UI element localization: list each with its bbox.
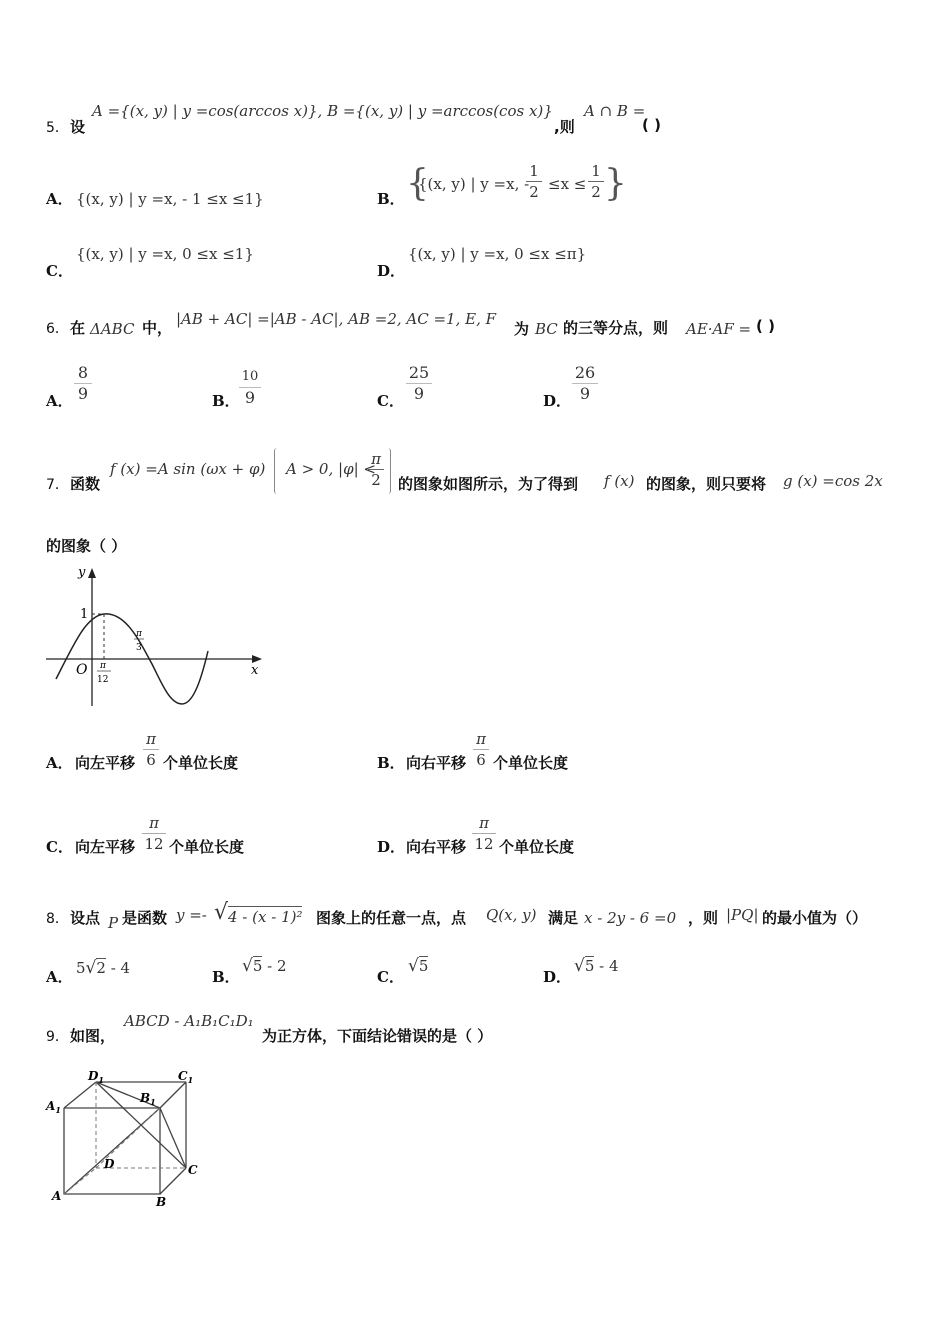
q6-option-b-frac: 10 9 (239, 368, 261, 407)
q6-formula: |AB + AC| =|AB - AC|, AB =2, AC =1, E, F (176, 310, 497, 328)
q9-cube-figure (44, 1064, 216, 1208)
q7-option-b-label: B． (377, 754, 405, 772)
q7-text2: 的图象，则只要将 (646, 475, 767, 493)
q7-origin-label: O (76, 662, 88, 678)
q5-ask: A ∩ B = (584, 102, 646, 120)
q7-option-b-pre: 向右平移 (406, 754, 467, 772)
q9-label-a1: $A_1$ (46, 1099, 61, 1115)
q5-then: ,则 (554, 118, 575, 136)
q5-option-b-mid: ≤x ≤ (548, 175, 587, 193)
q8-option-d-value: √5 - 4 (574, 956, 619, 976)
q9-edge-bc (160, 1168, 186, 1194)
q5-formula: A ={(x, y) | y =cos(arccos x)}, B ={(x, y) | y =arccos(cos x)} (92, 102, 553, 120)
q6-option-c-frac: 25 9 (406, 364, 432, 403)
q7-tick1-den: 12 (97, 675, 109, 685)
q8-option-a-value: 5√2 - 4 (76, 958, 131, 978)
q9-label-a: A (52, 1189, 62, 1203)
q6-option-a-label: A． (46, 392, 73, 410)
q8-t4: ，则 (688, 909, 719, 927)
q8-t3: 满足 (548, 909, 579, 927)
q5-option-b-frac1: 1 2 (526, 162, 542, 201)
q7-option-a-post: 个单位长度 (163, 754, 239, 772)
q9-label-d: D (104, 1157, 115, 1171)
q5-option-c-label: C． (46, 262, 73, 280)
q7-option-b-post: 个单位长度 (493, 754, 569, 772)
q7-y-label: y (78, 565, 86, 580)
q7-cond-frac: π 2 (368, 450, 384, 489)
q8-option-d-label: D． (543, 968, 572, 986)
q7-option-a-frac: π 6 (143, 730, 159, 769)
q9-label-b: B (156, 1195, 167, 1208)
q5-option-a-label: A． (46, 190, 73, 208)
q9-tail: 为正方体，下面结论错误的是（ ） (262, 1027, 493, 1045)
q6-bc: BC (535, 320, 558, 338)
q6-dot: AE·AF = (686, 320, 752, 338)
q9-edge-b1c1 (160, 1082, 186, 1108)
q8-option-b-label: B． (212, 968, 240, 986)
q6-option-b-label: B． (212, 392, 240, 410)
q9-label-c1: $C_1$ (178, 1069, 194, 1085)
q7-lead: 函数 (70, 475, 101, 493)
q9-label-d1: $D_1$ (88, 1069, 104, 1085)
q7-cond-rparen (388, 448, 391, 494)
q9-label-b1: $B_1$ (140, 1091, 156, 1107)
q7-number: 7． (46, 477, 69, 493)
q6-option-a-frac: 8 9 (74, 364, 92, 403)
q5-lead: 设 (70, 118, 86, 136)
q6-zh: 中， (142, 319, 173, 337)
q7-option-d-frac: π 12 (472, 814, 496, 853)
q8-eq: x - 2y - 6 =0 (584, 909, 677, 927)
q6-mid: 为 (514, 320, 530, 338)
q9-lead: 如图， (70, 1027, 116, 1045)
q5-option-b-frac2: 1 2 (588, 162, 604, 201)
q8-sqrt-sign: √ (214, 900, 229, 925)
q7-tick2-den: 3 (136, 643, 142, 653)
q7-sine-graph (44, 564, 268, 712)
q5-option-b-rbrace: } (604, 163, 627, 204)
q7-option-a-label: A． (46, 754, 73, 772)
q7-option-c-frac: π 12 (142, 814, 166, 853)
q8-number: 8． (46, 911, 69, 927)
q7-option-d-pre: 向右平移 (406, 838, 467, 856)
q6-tail: 的三等分点，则 (563, 319, 669, 337)
q5-option-a-text: {(x, y) | y =x, - 1 ≤x ≤1} (76, 190, 264, 208)
q7-x-label: x (251, 663, 259, 678)
q6-option-d-frac: 26 9 (572, 364, 598, 403)
q8-t5: 的最小值为（） (762, 909, 868, 927)
q7-function: f (x) =A sin (ωx + φ) (110, 460, 266, 478)
q9-diag-b1c (160, 1108, 186, 1168)
q9-diag-ab1 (64, 1108, 160, 1194)
q7-option-b-frac: π 6 (473, 730, 489, 769)
q8-option-b-value: √5 - 2 (242, 956, 287, 976)
q7-option-d-label: D． (377, 838, 406, 856)
q5-paren: ( ) (642, 116, 661, 134)
q8-option-a-label: A． (46, 968, 73, 986)
q7-cond-lparen (274, 448, 277, 494)
q8-t1: 是函数 (122, 909, 168, 927)
q7-option-c-pre: 向左平移 (75, 838, 136, 856)
q9-label-c: C (188, 1163, 198, 1177)
q7-option-c-post: 个单位长度 (169, 838, 245, 856)
q6-number: 6． (46, 321, 69, 337)
q5-number: 5． (46, 120, 69, 136)
q7-x-arrow (252, 655, 262, 663)
q5-option-b-lbrace: { (406, 163, 429, 204)
q9-edge-a1d1 (64, 1082, 96, 1108)
q7-y-arrow (88, 568, 96, 578)
q5-option-c-text: {(x, y) | y =x, 0 ≤x ≤1} (76, 245, 254, 263)
q5-option-b-label: B． (377, 190, 405, 208)
q6-lead: 在 (70, 319, 86, 337)
q8-t2: 图象上的任意一点，点 (316, 909, 467, 927)
q7-option-c-label: C． (46, 838, 73, 856)
q8-radicand: 4 - (x - 1)² (228, 908, 303, 926)
q6-option-d-label: D． (543, 392, 572, 410)
q5-option-d-text: {(x, y) | y =x, 0 ≤x ≤π} (408, 245, 587, 263)
q8-lead: 设点 (70, 909, 101, 927)
q7-fx: f (x) (604, 472, 635, 490)
q7-one-label: 1 (80, 607, 89, 622)
q6-triangle: ΔABC (90, 320, 135, 338)
q9-cube: ABCD - A₁B₁C₁D₁ (124, 1012, 254, 1030)
q6-paren: ( ) (756, 317, 775, 335)
q7-tick2-num: π (136, 629, 142, 639)
q8-option-c-label: C． (377, 968, 404, 986)
q8-func: y =- (176, 906, 207, 924)
q8-p: P (108, 914, 119, 932)
q8-q: Q(x, y) (486, 906, 537, 924)
q7-condition: A > 0, |φ| < (286, 460, 376, 478)
q9-number: 9． (46, 1029, 69, 1045)
q7-option-d-post: 个单位长度 (499, 838, 575, 856)
q8-option-c-value: √5 (408, 956, 429, 976)
q5-option-b-text-pre: {(x, y) | y =x, - (418, 175, 530, 193)
q7-tick1-num: π (100, 661, 106, 671)
q7-line2: 的图象（ ） (46, 537, 127, 555)
q5-option-d-label: D． (377, 262, 406, 280)
q6-option-c-label: C． (377, 392, 404, 410)
q8-pq: |PQ| (726, 906, 759, 924)
q7-text1: 的图象如图所示，为了得到 (398, 475, 579, 493)
q7-g: g (x) =cos 2x (783, 472, 883, 490)
q7-option-a-pre: 向左平移 (75, 754, 136, 772)
